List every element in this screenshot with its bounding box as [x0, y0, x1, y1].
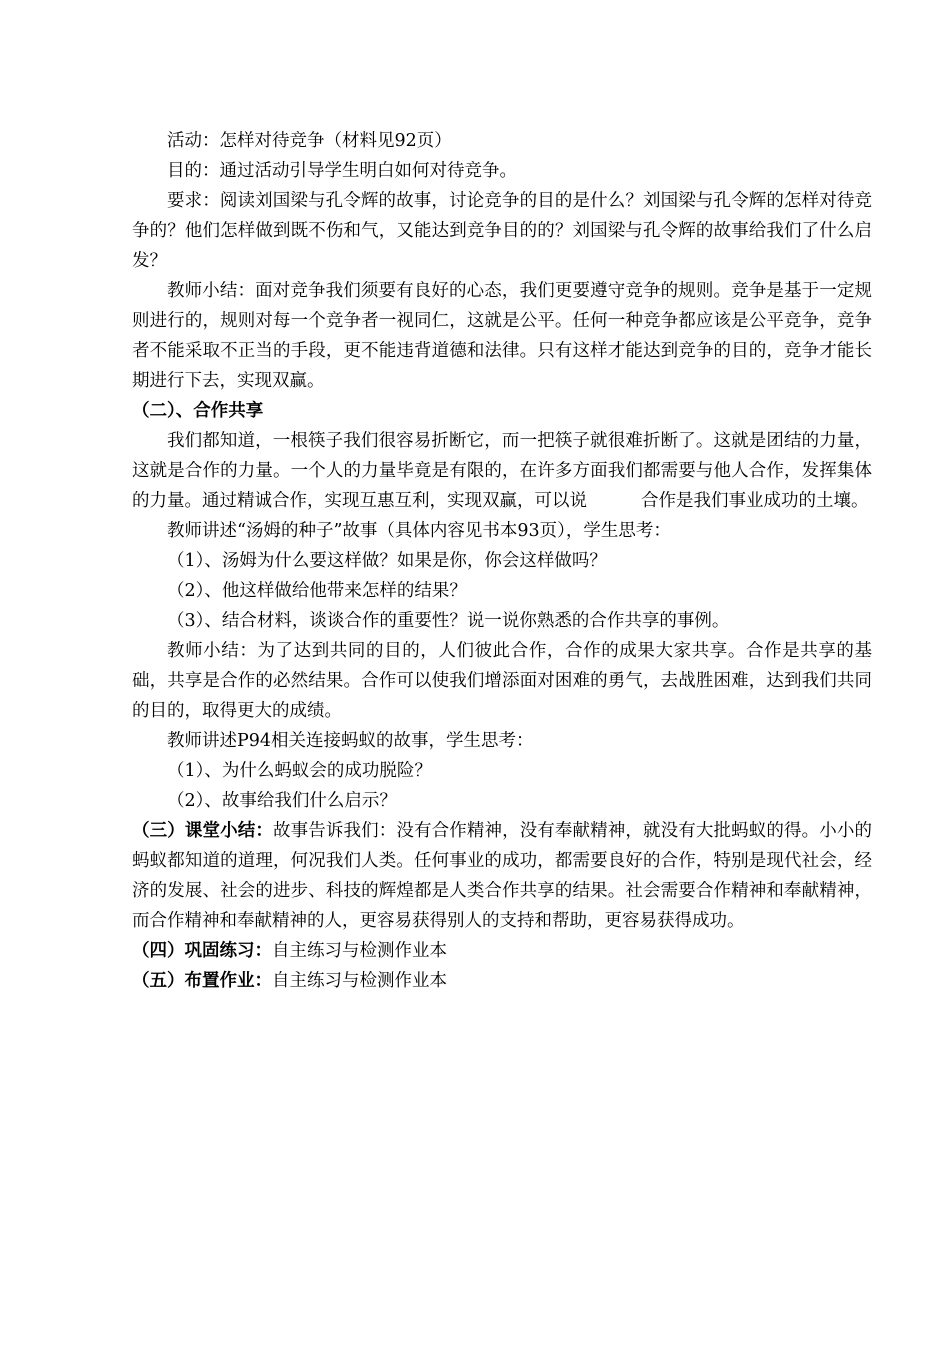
section-3-paragraph [132, 816, 872, 936]
section-4-body: 自主练习与检测作业本 [272, 941, 447, 961]
story-1-question-3: （3）、结合材料，谈谈合作的重要性？说一说你熟悉的合作共享的事例。 [167, 611, 730, 631]
story-2-question-2: （2）、故事给我们什么启示？ [167, 791, 397, 811]
section-3-heading: （三）课堂小结： [132, 821, 273, 841]
section-2-teacher-summary: 教师小结：为了达到共同的目的，人们彼此合作，合作的成果大家共享。合作是共享的基础，共享是合作的必然结果。合作可以使我们增添面对困难的勇气，去战胜困难，达到我们共同的目的，取得更大的成绩。 [132, 641, 872, 721]
activity-title: 活动：怎样对待竞争（材料见92页） [167, 131, 452, 151]
section-4-paragraph [132, 936, 872, 966]
story-2-question-1: （1）、为什么蚂蚁会的成功脱险？ [167, 761, 432, 781]
section-3-body: 故事告诉我们：没有合作精神，没有奉献精神，就没有大批蚂蚁的得。小小的蚂蚁都知道的道理，何况我们人类。任何事业的成功，都需要良好的合作，特别是现代社会，经济的发展、社会的进步、科技的辉煌都是人类合作共享的结果。社会需要合作精神和奉献精神，而合作精神和奉献精神的人，更容易获得别人的支持和帮助，更容易获得成功。 [132, 821, 873, 931]
document-body [132, 126, 872, 996]
story-1-question-1: （1）、汤姆为什么要这样做？如果是你，你会这样做吗？ [167, 551, 607, 571]
section-4-heading: （四）巩固练习： [132, 941, 272, 961]
story-2-intro: 教师讲述P94相关连接蚂蚁的故事，学生思考： [167, 731, 534, 751]
section-2-heading: （二）、合作共享 [132, 401, 264, 421]
section-5-heading: （五）布置作业： [132, 971, 272, 991]
activity-goal: 目的：通过活动引导学生明白如何对待竞争。 [167, 161, 517, 181]
section-2-intro [132, 426, 872, 516]
section-5-paragraph [132, 966, 872, 996]
section-5-body: 自主练习与检测作业本 [272, 971, 447, 991]
story-1-question-2: （2）、他这样做给他带来怎样的结果？ [167, 581, 467, 601]
activity-teacher-summary: 教师小结：面对竞争我们须要有良好的心态，我们更要遵守竞争的规则。竞争是基于一定规则进行的，规则对每一个竞争者一视同仁，这就是公平。任何一种竞争都应该是公平竞争，竞争者不能采取不正当的手段，更不能违背道德和法律。只有这样才能达到竞争的目的，竞争才能长期进行下去，实现双赢。 [132, 281, 872, 391]
section-2-intro-part2: 合作是我们事业成功的土壤。 [641, 491, 869, 511]
activity-requirement: 要求：阅读刘国梁与孔令辉的故事，讨论竞争的目的是什么？刘国梁与孔令辉的怎样对待竞争的？他们怎样做到既不伤和气，又能达到竞争目的的？刘国梁与孔令辉的故事给我们了什么启发？ [132, 191, 872, 271]
section-2-intro-part1: 我们都知道，一根筷子我们很容易折断它，而一把筷子就很难折断了。这就是团结的力量，这就是合作的力量。一个人的力量毕竟是有限的，在许多方面我们都需要与他人合作，发挥集体的力量。通过精诚合作，实现互惠互利，实现双赢，可以说 [132, 431, 872, 511]
story-1-intro: 教师讲述“汤姆的种子”故事（具体内容见书本93页），学生思考： [167, 521, 671, 541]
